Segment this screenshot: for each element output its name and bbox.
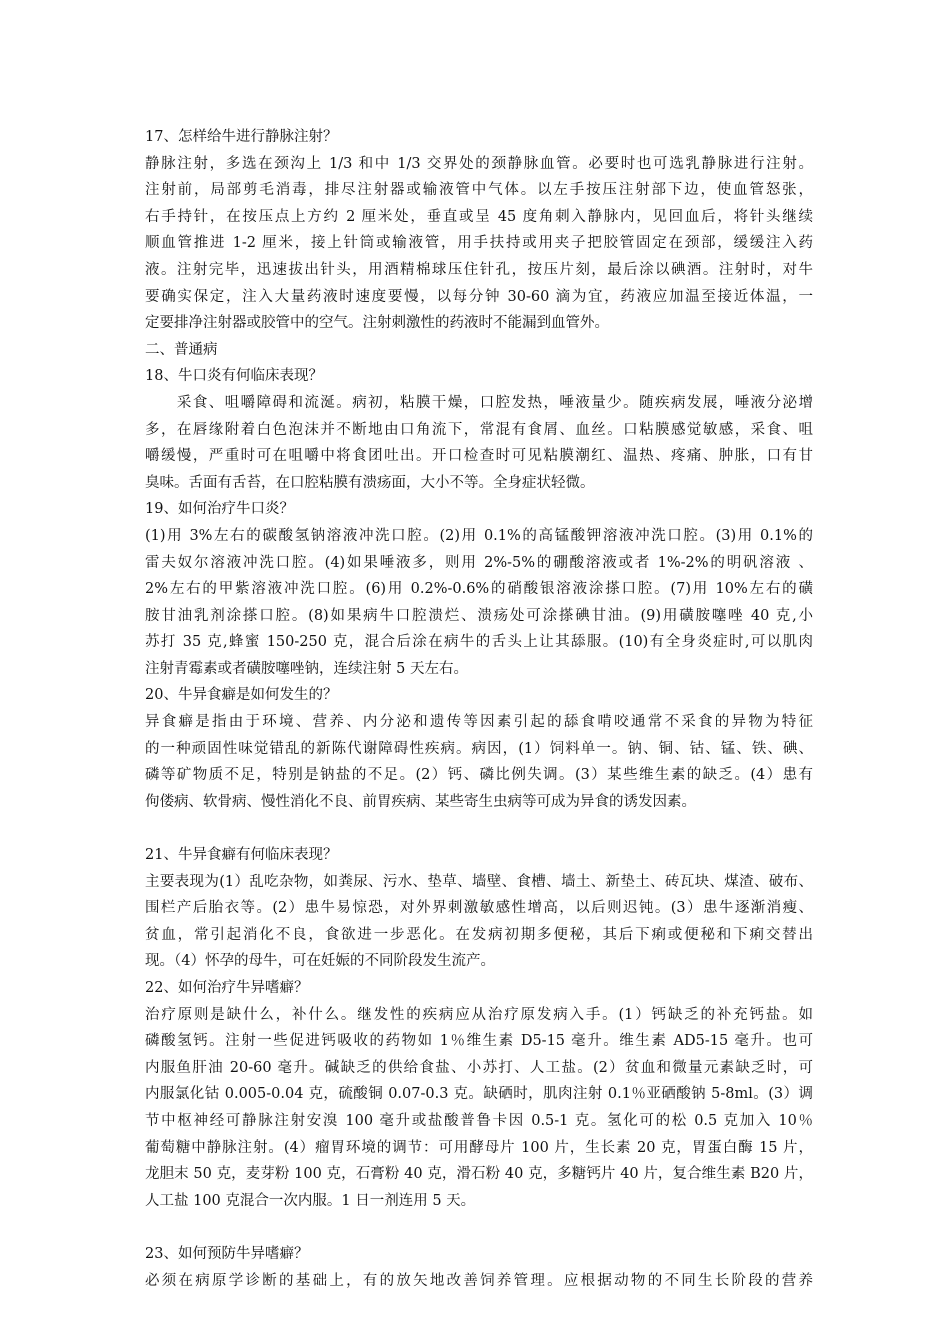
section-heading: 22、如何治疗牛异嗜癖？ (145, 980, 309, 996)
paragraph-line: 静脉注射，多选在颈沟上 1/3 和中 1/3 交界处的颈静脉血管。必要时也可选乳静脉进行注射。 (145, 155, 813, 172)
section-heading: 17、怎样给牛进行静脉注射？ (145, 129, 338, 145)
paragraph-line: 2%左右的甲紫溶液冲洗口腔。(6)用 0.2%-0.6%的硝酸银溶液涂搽口腔。(7)用 10%左右的磺 (145, 581, 813, 598)
paragraph-line: 嚼缓慢，严重时可在咀嚼中将食团吐出。开口检查时可见粘膜潮红、温热、疼痛、肿胀，口有甘 (145, 448, 813, 465)
paragraph-line: 佝偻病、软骨病、慢性消化不良、前胃疾病、某些寄生虫病等可成为异食的诱发因素。 (145, 793, 696, 810)
paragraph-line: 定要排净注射器或胶管中的空气。注射刺激性的药液时不能漏到血管外。 (145, 315, 609, 332)
section-21 (145, 842, 813, 975)
section-19 (145, 496, 813, 682)
blank-line (145, 1214, 813, 1241)
blank-line (145, 815, 813, 842)
section-20 (145, 682, 813, 815)
paragraph-line: 注射青霉素或者磺胺噻唑钠，连续注射 5 天左右。 (145, 660, 468, 677)
paragraph-line: 磷酸氢钙。注射一些促进钙吸收的药物如 1％维生素 D5-15 毫升。维生素 AD5-15 毫升。也可 (145, 1033, 813, 1050)
paragraph-line: 现。（4）怀孕的母牛，可在妊娠的不同阶段发生流产。 (145, 953, 495, 970)
section-23 (145, 1241, 813, 1294)
paragraph-line: 液。注射完毕，迅速拔出针头，用酒精棉球压住针孔，按压片刻，最后涂以碘酒。注射时，对牛 (145, 261, 813, 278)
paragraph-line: 内服鱼肝油 20-60 毫升。碱缺乏的供给食盐、小苏打、人工盐。(2）贫血和微量元素缺乏时，可 (145, 1059, 813, 1076)
paragraph-line: 苏打 35 克,蜂蜜 150-250 克，混合后涂在病牛的舌头上让其舔服。(10)有全身炎症时,可以肌肉 (145, 634, 813, 651)
paragraph-line: 贫血，常引起消化不良，食欲进一步恶化。在发病初期多便秘，其后下痢或便秘和下痢交替出 (145, 926, 813, 943)
paragraph-line: 龙胆末 50 克，麦芽粉 100 克，石膏粉 40 克，滑石粉 40 克，多糖钙片 40 片，复合维生素 B20 片， (145, 1166, 813, 1183)
paragraph-line: 人工盐 100 克混合一次内服。1 日一剂连用 5 天。 (145, 1192, 476, 1209)
section-heading: 18、牛口炎有何临床表现？ (145, 368, 323, 385)
paragraph-line: 臭味。舌面有舌苔，在口腔粘膜有溃疡面，大小不等。全身症状轻微。 (145, 474, 595, 491)
section-heading: 20、牛异食癖是如何发生的？ (145, 687, 338, 704)
paragraph-line: 要确实保定，注入大量药液时速度要慢，以每分钟 30-60 滴为宜，药液应加温至接近体温，一 (145, 288, 813, 305)
section-18 (145, 363, 813, 496)
paragraph-line: 内服氯化钴 0.005-0.04 克，硫酸铜 0.07-0.3 克。缺硒时，肌肉注射 0.1％亚硒酸钠 5-8ml。(3）调 (145, 1086, 813, 1103)
paragraph-line: 多，在唇缘附着白色泡沫并不断地由口角流下，常混有食屑、血丝。口粘膜感觉敏感，采食、咀 (145, 421, 813, 438)
section-heading: 21、牛异食癖有何临床表现？ (145, 847, 338, 864)
section-17 (145, 124, 813, 337)
paragraph-line: 异食癖是指由于环境、营养、内分泌和遗传等因素引起的舔食啃咬通常不采食的异物为特征 (145, 714, 813, 731)
paragraph-line: 胺甘油乳剂涂搽口腔。(8)如果病牛口腔溃烂、溃疡处可涂搽碘甘油。(9)用磺胺噻唑 40 克,小 (145, 607, 813, 624)
chapter-common-diseases (145, 337, 813, 364)
paragraph-line: 顺血管推进 1-2 厘米，接上针筒或输液管，用手扶持或用夹子把胶管固定在颈部，缓缓注入药 (145, 235, 813, 252)
document-page (145, 124, 813, 1294)
section-heading: 23、如何预防牛异嗜癖？ (145, 1245, 309, 1262)
paragraph-line: 的一种顽固性味觉错乱的新陈代谢障碍性疾病。病因，(1）饲料单一。钠、铜、钴、锰、铁、碘、 (145, 740, 813, 757)
paragraph-line: 治疗原则是缺什么，补什么。继发性的疾病应从治疗原发病入手。(1）钙缺乏的补充钙盐。如 (145, 1006, 813, 1023)
paragraph-line: 注射前，局部剪毛消毒，排尽注射器或输液管中气体。以左手按压注射部下边，使血管怒张， (145, 182, 813, 199)
paragraph-line: 围栏产后胎衣等。(2）患牛易惊恐，对外界刺激敏感性增高，以后则迟钝。(3）患牛逐渐消瘦、 (145, 900, 813, 917)
paragraph-line: 必须在病原学诊断的基础上，有的放矢地改善饲养管理。应根据动物的不同生长阶段的营养 (145, 1272, 813, 1289)
paragraph-line: (1)用 3%左右的碳酸氢钠溶液冲洗口腔。(2)用 0.1%的高锰酸钾溶液冲洗口腔。(3)用 0.1%的 (145, 527, 813, 544)
paragraph-line: 右手持针，在按压点上方约 2 厘米处，垂直或呈 45 度角刺入静脉内，见回血后，将针头继续 (145, 208, 813, 225)
section-22 (145, 975, 813, 1214)
section-heading: 19、如何治疗牛口炎？ (145, 501, 294, 518)
paragraph-line: 节中枢神经可静脉注射安溴 100 毫升或盐酸普鲁卡因 0.5-1 克。氢化可的松 0.5 克加入 10％ (145, 1112, 813, 1129)
paragraph-line: 磷等矿物质不足，特别是钠盐的不足。(2）钙、磷比例失调。(3）某些维生素的缺乏。(4）患有 (145, 767, 813, 784)
paragraph-line: 雷夫奴尔溶液冲洗口腔。(4)如果唾液多，则用 2%-5%的硼酸溶液或者 1%-2%的明矾溶液 、 (145, 554, 813, 571)
paragraph-line: 主要表现为(1）乱吃杂物，如粪尿、污水、垫草、墙壁、食槽、墙土、新垫土、砖瓦块、煤渣、破布、 (145, 873, 813, 890)
paragraph-line: 葡萄糖中静脉注射。(4）瘤胃环境的调节：可用酵母片 100 片，生长素 20 克，胃蛋白酶 15 片， (145, 1139, 813, 1156)
chapter-heading: 二、普通病 (145, 341, 218, 358)
paragraph-line: 采食、咀嚼障碍和流涎。病初，粘膜干燥，口腔发热，唾液量少。随疾病发展，唾液分泌增 (145, 394, 813, 411)
